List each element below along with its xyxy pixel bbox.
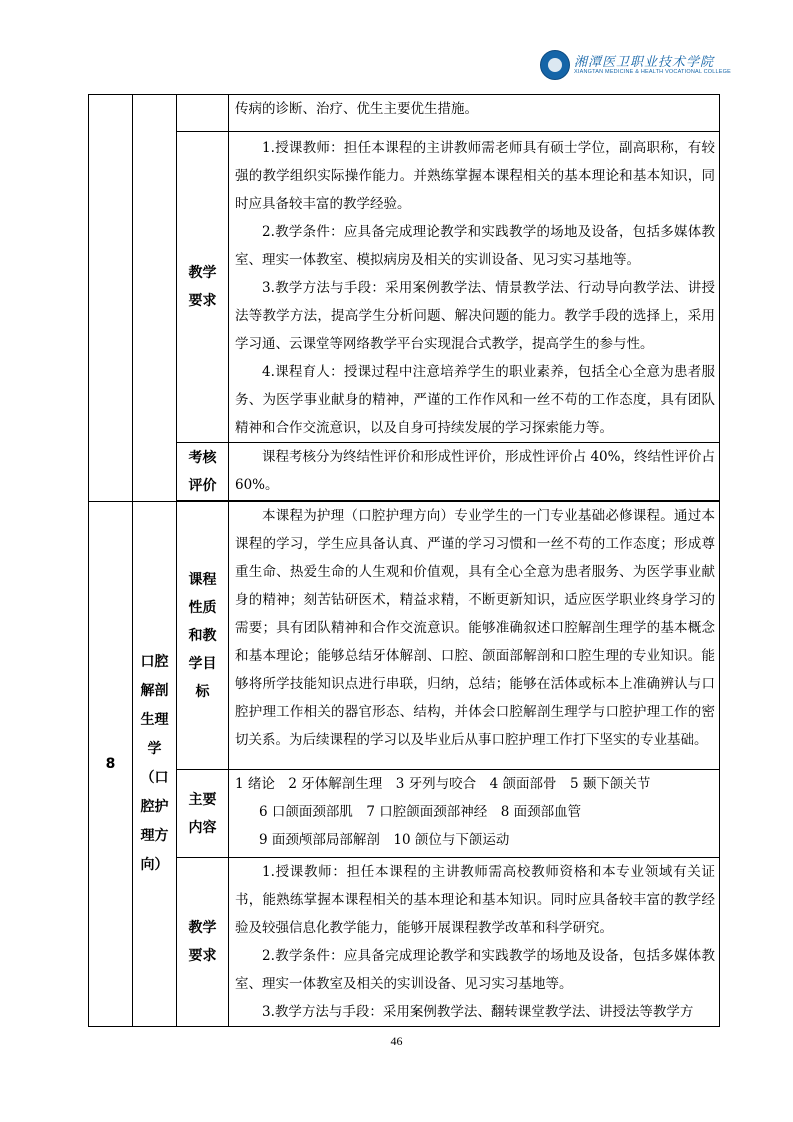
- prev-content-label-cell: [177, 95, 229, 132]
- prev-req-3: 3.教学方法与手段：采用案例教学法、情景教学法、行动导向教学法、讲授法等教学方法，提高学生分析问题、解决问题的能力。教学手段的选择上，采用学习通、云课堂等网络教学平台实现混合式教学，提高学生的参与性。: [235, 280, 715, 352]
- req-cell: [229, 858, 720, 1027]
- course-name: 口腔解剖生理学（口腔护理方向）: [133, 502, 177, 1027]
- req-label: 教学要求: [177, 858, 229, 1027]
- prev-eval-label: 考核评价: [177, 443, 229, 501]
- goal-label: 课程性质和教学目标: [177, 502, 229, 770]
- prev-content-tail: 传病的诊断、治疗、优生主要优生措施。: [235, 101, 478, 117]
- prev-req-cell: [229, 132, 720, 443]
- prev-evaluation: 课程考核分为终结性评价和形成性评价，形成性评价占 40%，终结性评价占 60%。: [235, 449, 715, 493]
- prev-req-4: 4.课程育人：授课过程中注意培养学生的职业素养，包括全心全意为患者服务、为医学事业献身的精神，严谨的工作作风和一丝不苟的工作态度，具有团队精神和合作交流意识，以及自身可持续发展的学习探索能力等。: [235, 364, 715, 436]
- prev-req-1: 1.授课教师：担任本课程的主讲教师需老师具有硕士学位，副高职称，有较强的教学组织实际操作能力。并熟练掌握本课程相关的基本理论和基本知识，同时应具备较丰富的教学经验。: [235, 140, 715, 212]
- prev-req-2: 2.教学条件：应具备完成理论教学和实践教学的场地及设备，包括多媒体教室、理实一体教室、模拟病房及相关的实训设备、见习实习基地等。: [235, 224, 715, 268]
- content-cell: [229, 770, 720, 858]
- logo-english-name: XIANGTAN MEDICINE & HEALTH VOCATIONAL COLLEGE: [574, 69, 732, 75]
- goal-cell: [229, 502, 720, 770]
- college-logo: [540, 50, 740, 80]
- prev-course-num-cell: [89, 95, 133, 502]
- content-line-2: 6 口颌面颈部肌 7 口腔颌面颈部神经 8 面颈部血管: [259, 804, 582, 820]
- content-line-3: 9 面颈颅部局部解剖 10 颌位与下颌运动: [259, 832, 510, 848]
- college-emblem-icon: [540, 50, 570, 80]
- req-1: 1.授课教师：担任本课程的主讲教师需高校教师资格和本专业领域有关证书，能熟练掌握本课程相关的基本理论和基本知识。同时应具备较丰富的教学经验及较强信息化教学能力，能够开展课程教学改革和科学研究。: [235, 864, 715, 936]
- prev-eval-cell: [229, 443, 720, 501]
- prev-course-name-cell: [133, 95, 177, 502]
- course-number: 8: [89, 502, 133, 1027]
- course-table: [88, 94, 720, 1027]
- course-goal-text: 本课程为护理（口腔护理方向）专业学生的一门专业基础必修课程。通过本课程的学习，学生应具备认真、严谨的学习习惯和一丝不苟的工作态度；形成尊重生命、热爱生命的人生观和价值观，具有全心全意为患者服务、为医学事业献身的精神；刻苦钻研医术，精益求精，不断更新知识，适应医学职业终身学习的需要；具有团队精神和合作交流意识。能够准确叙述口腔解剖生理学的基本概念和基本理论；能够总结牙体解剖、口腔、颌面部解剖和口腔生理的专业知识。能够将所学技能知识点进行串联，归纳，总结；能够在活体或标本上准确辨认与口腔护理工作相关的器官形态、结构，并体会口腔解剖生理学与口腔护理工作的密切关系。为后续课程的学习以及毕业后从事口腔护理工作打下坚实的专业基础。: [235, 508, 715, 748]
- prev-content-cell: [229, 95, 720, 132]
- req-3: 3.教学方法与手段：采用案例教学法、翻转课堂教学法、讲授法等教学方: [262, 1004, 694, 1020]
- req-2: 2.教学条件：应具备完成理论教学和实践教学的场地及设备，包括多媒体教室、理实一体教室及相关的实训设备、见习实习基地等。: [235, 948, 715, 992]
- content-line-1: 1 绪论 2 牙体解剖生理 3 牙列与咬合 4 颌面部骨 5 颞下颌关节: [235, 776, 651, 792]
- prev-req-label: 教学要求: [177, 132, 229, 443]
- content-label: 主要内容: [177, 770, 229, 858]
- logo-chinese-name: 湘潭医卫职业技术学院: [574, 55, 715, 70]
- page-number: 46: [390, 1034, 403, 1048]
